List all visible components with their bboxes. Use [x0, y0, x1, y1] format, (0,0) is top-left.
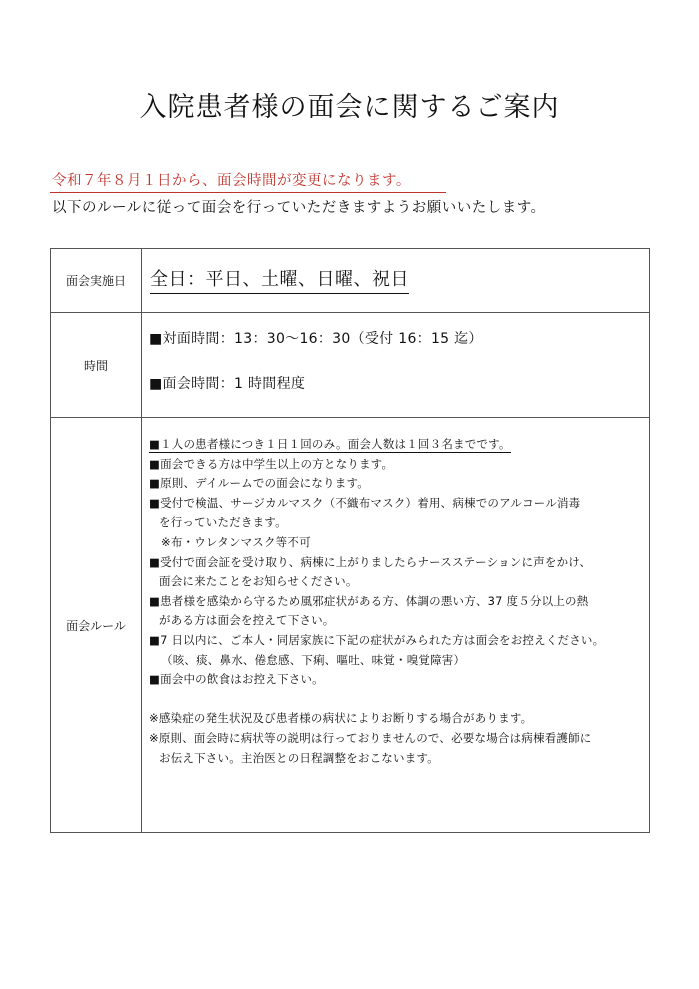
rule-item: ■面会中の飲食はお控え下さい。 [149, 672, 324, 687]
visiting-days-cell [142, 249, 650, 313]
face-to-face-time: ■対面時間：13：30～16：30（受付 16：15 迄） [149, 331, 483, 347]
visit-duration: ■面会時間：1 時間程度 [149, 376, 306, 392]
rule-item-text: ■１人の患者様につき１日１回のみ。面会人数は１回３名までです。 [149, 437, 511, 451]
rule-item: ■受付で面会証を受け取り、病棟に上がりましたらナースステーションに声をかけ、 [149, 554, 592, 569]
visiting-days-value: 全日：平日、土曜、日曜、祝日 [150, 268, 409, 294]
rules-list [149, 435, 649, 768]
visiting-time-row [51, 313, 650, 418]
rule-item [149, 435, 649, 455]
visiting-time-label: 時間 [51, 313, 142, 418]
rule-item: ■面会できる方は中学生以上の方となります。 [149, 456, 394, 471]
visiting-time-cell [142, 313, 650, 418]
visiting-rules-cell [142, 418, 650, 833]
rule-item-continued: がある方は面会を控えて下さい。 [159, 613, 335, 628]
rule-item: ■患者様を感染から守るため風邪症状がある方、体調の悪い方、37 度５分以上の熱 [149, 593, 589, 608]
rule-note-continued: お伝え下さい。主治医との日程調整をおこないます。 [159, 750, 439, 765]
visiting-rules-label: 面会ルール [51, 418, 142, 833]
visiting-days-label: 面会実施日 [51, 249, 142, 313]
intro-text: 以下のルールに従って面会を行っていただきますようお願いいたします。 [52, 200, 546, 216]
rule-item-continued: 面会に来たことをお知らせください。 [159, 574, 358, 589]
rule-item: ■受付で検温、サージカルマスク（不織布マスク）着用、病棟でのアルコール消毒 [149, 495, 581, 510]
rule-item: ■原則、デイルームでの面会になります。 [149, 476, 369, 491]
rule-item-continued: （咳、痰、鼻水、倦怠感、下痢、嘔吐、味覚・嗅覚障害） [161, 652, 466, 667]
rule-item-note: ※布・ウレタンマスク等不可 [161, 534, 311, 549]
rule-note: ※感染症の発生状況及び患者様の病状によりお断りする場合があります。 [149, 711, 533, 726]
rule-note: ※原則、面会時に病状等の説明は行っておりませんので、必要な場合は病棟看護師に [149, 730, 592, 745]
rule-item: ■7 日以内に、ご本人・同居家族に下記の症状がみられた方は面会をお控えください。 [149, 632, 605, 647]
visiting-rules-row [51, 418, 650, 833]
visiting-info-table [50, 248, 650, 833]
notice-underline [50, 192, 446, 193]
page-title: 入院患者様の面会に関するご案内 [139, 92, 560, 123]
change-notice: 令和７年８月１日から、面会時間が変更になります。 [52, 173, 411, 189]
visiting-days-row [51, 249, 650, 313]
rule-item-continued: を行っていただきます。 [159, 515, 287, 530]
rules-spacer [149, 690, 649, 710]
